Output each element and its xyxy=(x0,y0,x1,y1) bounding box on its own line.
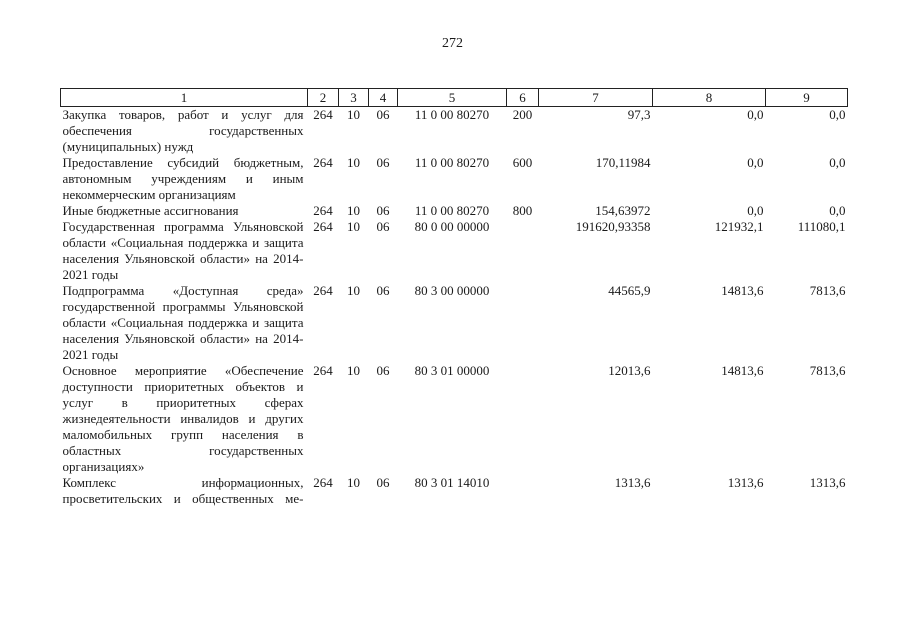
row-amount-col7: 12013,6 xyxy=(608,363,651,378)
row-code-ministry: 264 xyxy=(313,219,333,234)
row-code-section: 10 xyxy=(347,107,360,122)
row-code-ministry: 264 xyxy=(313,475,333,490)
table-row xyxy=(61,283,848,363)
row-amount-col8: 14813,6 xyxy=(721,363,764,378)
row-amount-col8: 1313,6 xyxy=(727,475,764,490)
header-col-4: 4 xyxy=(369,89,398,107)
row-code-ministry: 264 xyxy=(313,107,333,122)
row-amount-col7: 191620,93358 xyxy=(575,219,651,234)
row-amount-col8: 0,0 xyxy=(747,107,764,122)
row-code-section: 10 xyxy=(347,219,360,234)
row-amount-col7: 44565,9 xyxy=(608,283,651,298)
table-row xyxy=(61,475,848,507)
row-amount-col7: 1313,6 xyxy=(614,475,651,490)
row-amount-col7: 170,11984 xyxy=(595,155,651,170)
table-row xyxy=(61,363,848,475)
row-name: Предоставление субсидий бюджетным, автономным учреждениям и иным некоммерческим организациям xyxy=(62,155,304,202)
row-amount-col9: 7813,6 xyxy=(809,363,846,378)
row-code-target: 11 0 00 80270 xyxy=(414,203,490,218)
row-name: Закупка товаров, работ и услуг для обеспечения государственных (муниципальных) нужд xyxy=(62,107,304,154)
table-row xyxy=(61,155,848,203)
row-code-target: 80 0 00 00000 xyxy=(414,219,490,234)
table-body xyxy=(61,107,848,508)
row-amount-col9: 1313,6 xyxy=(809,475,846,490)
header-col-7: 7 xyxy=(539,89,653,107)
table-row xyxy=(61,107,848,156)
row-amount-col7: 97,3 xyxy=(627,107,651,122)
header-col-6: 6 xyxy=(507,89,539,107)
table-row xyxy=(61,219,848,283)
row-code-expense-type xyxy=(507,283,539,363)
row-code-section: 10 xyxy=(347,203,360,218)
row-amount-col9: 111080,1 xyxy=(797,219,846,234)
page-number: 272 xyxy=(442,36,463,51)
row-code-subsection: 06 xyxy=(376,155,390,170)
row-amount-col8: 121932,1 xyxy=(714,219,764,234)
row-code-ministry: 264 xyxy=(313,155,333,170)
row-name: Основное мероприятие «Обеспечение доступности приоритетных объектов и услуг в приоритетных сферах жизнедеятельности инвалидов и других маломобильных групп населения в областных государственных организациях» xyxy=(62,363,304,474)
row-code-subsection: 06 xyxy=(376,107,390,122)
row-name: Иные бюджетные ассигнования xyxy=(62,203,239,218)
row-amount-col7: 154,63972 xyxy=(595,203,651,218)
row-code-expense-type: 600 xyxy=(512,155,533,170)
row-code-target: 11 0 00 80270 xyxy=(414,155,490,170)
row-code-ministry: 264 xyxy=(313,363,333,378)
row-amount-col9: 0,0 xyxy=(829,155,846,170)
row-code-target: 80 3 00 00000 xyxy=(414,283,490,298)
row-amount-col9: 0,0 xyxy=(829,203,846,218)
row-name: Подпрограмма «Доступная среда» государственной программы Ульяновской области «Социальная поддержка и защита населения Ульяновской области» на 2014-2021 годы xyxy=(62,283,304,362)
row-code-section: 10 xyxy=(347,155,360,170)
row-name: Комплекс информационных, просветительских и общественных ме- xyxy=(62,475,304,506)
row-code-target: 11 0 00 80270 xyxy=(414,107,490,122)
header-col-5: 5 xyxy=(398,89,507,107)
row-code-section: 10 xyxy=(347,363,360,378)
row-amount-col8: 14813,6 xyxy=(721,283,764,298)
row-code-expense-type: 800 xyxy=(512,203,533,218)
row-code-target: 80 3 01 00000 xyxy=(414,363,490,378)
row-amount-col9: 0,0 xyxy=(829,107,846,122)
row-code-subsection: 06 xyxy=(376,219,390,234)
header-col-9: 9 xyxy=(766,89,848,107)
row-code-expense-type: 200 xyxy=(512,107,533,122)
row-code-ministry: 264 xyxy=(313,203,333,218)
row-code-subsection: 06 xyxy=(376,363,390,378)
table-header xyxy=(61,89,848,107)
row-amount-col8: 0,0 xyxy=(747,155,764,170)
row-code-expense-type xyxy=(507,363,539,475)
row-code-subsection: 06 xyxy=(376,475,390,490)
row-name: Государственная программа Ульяновской области «Социальная поддержка и защита населения Ульяновской области» на 2014-2021 годы xyxy=(62,219,304,282)
row-amount-col9: 7813,6 xyxy=(809,283,846,298)
row-code-expense-type xyxy=(507,219,539,283)
row-code-section: 10 xyxy=(347,283,360,298)
budget-table xyxy=(60,88,848,507)
header-col-2: 2 xyxy=(308,89,339,107)
row-code-subsection: 06 xyxy=(376,283,390,298)
table-row xyxy=(61,203,848,219)
row-code-target: 80 3 01 14010 xyxy=(414,475,490,490)
row-code-section: 10 xyxy=(347,475,360,490)
header-col-8: 8 xyxy=(653,89,766,107)
row-code-ministry: 264 xyxy=(313,283,333,298)
row-code-expense-type xyxy=(507,475,539,507)
header-col-3: 3 xyxy=(339,89,369,107)
header-row xyxy=(61,89,848,107)
header-col-1: 1 xyxy=(61,89,308,107)
row-code-subsection: 06 xyxy=(376,203,390,218)
row-amount-col8: 0,0 xyxy=(747,203,764,218)
